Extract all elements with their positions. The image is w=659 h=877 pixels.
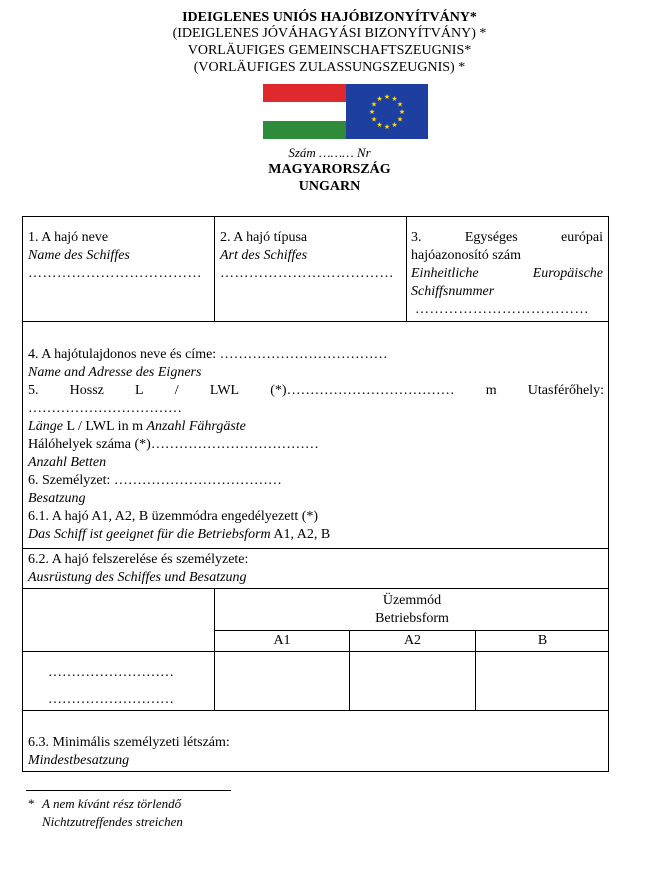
length-de-unit: L / LWL in m xyxy=(63,419,147,434)
ship-name-label-de: Name des Schiffes xyxy=(28,248,130,263)
footnote-star: * xyxy=(28,796,35,811)
field-european-vessel-number xyxy=(411,229,603,319)
length-de-word: Länge xyxy=(28,419,63,434)
field-ship-name xyxy=(28,229,210,283)
crew-label-de: Besatzung xyxy=(28,491,86,506)
ship-name-value: ……………………………… xyxy=(28,266,202,281)
operation-mode-label-hu: 6.1. A hajó A1, A2, B üzemmódra engedélyezett (*) xyxy=(28,509,319,524)
title-line-2: (IDEIGLENES JÓVÁHAGYÁSI BIZONYÍTVÁNY) * xyxy=(172,26,487,41)
eu-flag xyxy=(346,84,428,139)
hungarian-flag xyxy=(263,84,346,139)
operation-mode-label-de xyxy=(28,526,604,544)
table-row-label-2: ……………………… xyxy=(48,692,174,707)
row1-divider-1 xyxy=(214,216,215,322)
country-hu: MAGYARORSZÁG xyxy=(268,162,391,177)
svg-text:★: ★ xyxy=(398,108,406,116)
minimum-crew-label-hu: 6.3. Minimális személyzeti létszám: xyxy=(28,735,230,750)
evn-label-hu-part1: 3. xyxy=(411,230,422,245)
crew-label-hu: 6. Személyzet: ……………………………… xyxy=(28,473,282,488)
table-row-label-1: ……………………… xyxy=(48,665,174,680)
owner-label-hu: 4. A hajótulajdonos neve és címe: ……………………………… xyxy=(28,347,388,362)
table-bottom-rule xyxy=(22,710,609,711)
svg-text:★: ★ xyxy=(376,95,383,103)
footnote-rule xyxy=(26,790,231,791)
length-number: 5. xyxy=(28,383,39,398)
ship-name-label-hu: 1. A hajó neve xyxy=(28,230,109,245)
col-header-b: B xyxy=(537,633,548,648)
length-value: (*)……………………………… xyxy=(270,383,455,398)
svg-text:★: ★ xyxy=(376,121,383,129)
length-unit: m xyxy=(485,383,497,398)
passengers-label: Utasférőhely: xyxy=(527,383,604,398)
footnote xyxy=(28,795,183,831)
length-line xyxy=(28,382,604,400)
equipment-label-de: Ausrüstung des Schiffes und Besatzung xyxy=(28,570,247,585)
evn-label-hu-part2: Egységes xyxy=(464,230,518,245)
svg-text:★: ★ xyxy=(396,115,404,124)
evn-value: ……………………………… xyxy=(415,302,589,317)
svg-text:★: ★ xyxy=(391,95,398,103)
title-line-1: IDEIGLENES UNIÓS HAJÓBIZONYÍTVÁNY* xyxy=(182,10,477,25)
title-line-3: VORLÄUFIGES GEMEINSCHAFTSZEUGNIS* xyxy=(187,43,472,58)
svg-text:★: ★ xyxy=(370,100,378,109)
block4-bottom-rule xyxy=(22,548,609,549)
field-ship-type xyxy=(220,229,402,283)
col-header-a1: A1 xyxy=(273,633,291,648)
ship-type-label-de: Art des Schiffes xyxy=(220,248,308,263)
certificate-number-line: Szám ……… Nr xyxy=(288,145,371,160)
operation-mode-de-values: A1, A2, B xyxy=(270,527,331,542)
col-header-a2: A2 xyxy=(403,633,422,648)
owner-and-details-block xyxy=(28,346,604,544)
row1-divider-2 xyxy=(406,216,407,322)
passengers-de: Anzahl Fährgäste xyxy=(146,419,246,434)
table-header-rule xyxy=(214,630,609,631)
berths-label-hu: Hálóhelyek száma (*)……………………………… xyxy=(28,437,319,452)
minimum-crew-label-de: Mindestbesatzung xyxy=(28,753,130,768)
length-slash: / xyxy=(174,383,179,398)
passengers-value: …………………………… xyxy=(28,401,182,416)
table-subheader-rule xyxy=(22,651,609,652)
country-de: UNGARN xyxy=(298,179,361,194)
operation-mode-de-text: Das Schiff ist geeignet für die Betriebsform xyxy=(28,527,271,542)
ship-type-label-hu: 2. A hajó típusa xyxy=(220,230,308,245)
svg-text:★: ★ xyxy=(396,100,404,109)
row1-bottom-rule xyxy=(22,321,609,322)
footnote-hu: A nem kívánt rész törlendő xyxy=(42,796,182,811)
svg-text:★: ★ xyxy=(391,121,398,129)
evn-label-de-part2: Europäische xyxy=(532,266,603,281)
berths-label-de: Anzahl Betten xyxy=(28,455,107,470)
owner-label-de: Name and Adresse des Eigners xyxy=(28,365,202,380)
length-lwl: LWL xyxy=(209,383,240,398)
equipment-label-hu: 6.2. A hajó felszerelése és személyzete: xyxy=(28,552,249,567)
operation-mode-header xyxy=(215,592,609,628)
footnote-de: Nichtzutreffendes streichen xyxy=(42,814,183,829)
block62-bottom-rule xyxy=(22,588,609,589)
title-line-4: (VORLÄUFIGES ZULASSUNGSZEUGNIS) * xyxy=(193,60,466,75)
length-label-de xyxy=(28,418,604,436)
equipment-block xyxy=(28,551,604,587)
ship-type-value: ……………………………… xyxy=(220,266,394,281)
evn-label-hu-part4: hajóazonosító szám xyxy=(411,248,522,263)
evn-label-de-part1: Einheitliche xyxy=(411,266,479,281)
length-label: Hossz xyxy=(69,383,104,398)
svg-text:★: ★ xyxy=(368,108,376,116)
evn-label-hu-part3: európai xyxy=(561,230,603,245)
eu-stars-icon xyxy=(346,84,428,139)
svg-text:★: ★ xyxy=(370,115,378,124)
length-l: L xyxy=(135,383,144,398)
operation-mode-header-hu: Üzemmód xyxy=(382,593,442,608)
operation-mode-header-de: Betriebsform xyxy=(375,611,449,626)
svg-text:★: ★ xyxy=(383,93,391,101)
evn-label-de-part3: Schiffsnummer xyxy=(411,284,495,299)
minimum-crew-block xyxy=(28,734,604,770)
svg-text:★: ★ xyxy=(383,123,391,131)
